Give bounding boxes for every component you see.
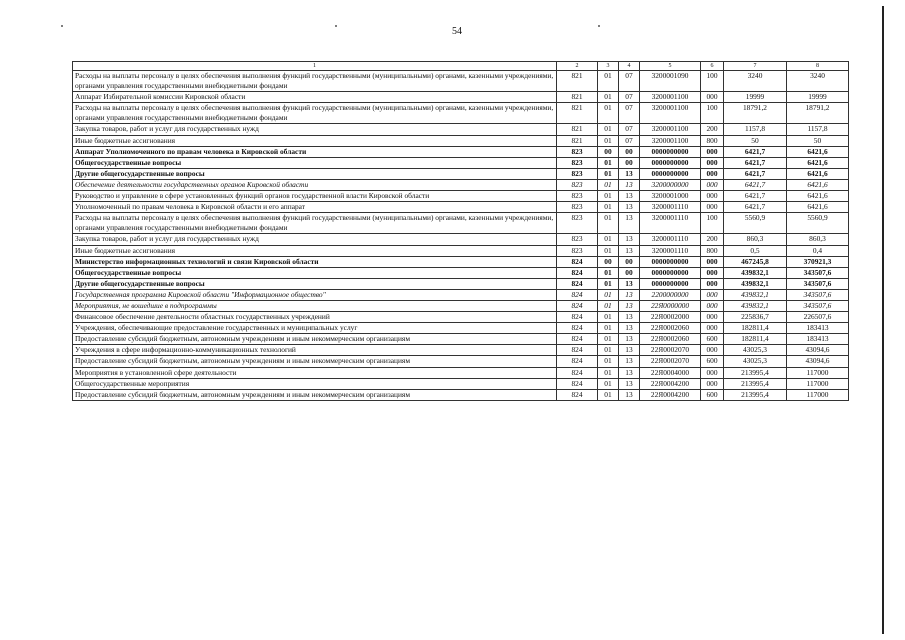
grbs-cell: 823 (557, 168, 598, 179)
section-cell: 01 (598, 234, 619, 245)
target-item-cell: 3200001100 (640, 124, 701, 135)
grbs-cell: 824 (557, 356, 598, 367)
header-cell: 2 (557, 62, 598, 71)
section-cell: 01 (598, 124, 619, 135)
sum-cell: 18791,2 (724, 103, 787, 124)
expense-type-cell: 800 (701, 245, 724, 256)
sum-cell: 343507,6 (787, 300, 849, 311)
grbs-cell: 821 (557, 135, 598, 146)
expense-type-cell: 000 (701, 267, 724, 278)
table-row (73, 356, 849, 367)
row-name-cell: Министерство информационных технологий и связи Кировской области (73, 256, 557, 267)
section-cell: 01 (598, 289, 619, 300)
row-name-cell: Мероприятия, не вошедшие в подпрограммы (73, 300, 557, 311)
table-row (73, 157, 849, 168)
expense-type-cell: 000 (701, 300, 724, 311)
sum-cell: 213995,4 (724, 378, 787, 389)
grbs-cell: 823 (557, 146, 598, 157)
sum-cell: 3240 (724, 71, 787, 92)
sum-cell: 183413 (787, 334, 849, 345)
sum-cell: 43094,6 (787, 345, 849, 356)
expense-type-cell: 100 (701, 103, 724, 124)
section-cell: 01 (598, 334, 619, 345)
target-item-cell: 0000000000 (640, 168, 701, 179)
header-cell: 5 (640, 62, 701, 71)
header-cell: 3 (598, 62, 619, 71)
table-row (73, 289, 849, 300)
expense-type-cell: 000 (701, 289, 724, 300)
header-cell: 7 (724, 62, 787, 71)
grbs-cell: 824 (557, 345, 598, 356)
target-item-cell: 3200001110 (640, 245, 701, 256)
section-cell: 01 (598, 168, 619, 179)
expense-type-cell: 000 (701, 312, 724, 323)
table-row (73, 135, 849, 146)
grbs-cell: 824 (557, 278, 598, 289)
header-cell: 6 (701, 62, 724, 71)
section-cell: 01 (598, 245, 619, 256)
sum-cell: 6421,7 (724, 157, 787, 168)
grbs-cell: 824 (557, 300, 598, 311)
table-row (73, 267, 849, 278)
row-name-cell: Уполномоченный по правам человека в Кировской области и его аппарат (73, 202, 557, 213)
scan-speck (335, 25, 337, 27)
sum-cell: 0,4 (787, 245, 849, 256)
scan-speck (61, 25, 63, 27)
section-cell: 01 (598, 300, 619, 311)
target-item-cell: 22Я0000000 (640, 300, 701, 311)
grbs-cell: 823 (557, 234, 598, 245)
target-item-cell: 3200001100 (640, 92, 701, 103)
grbs-cell: 824 (557, 334, 598, 345)
sum-cell: 860,3 (724, 234, 787, 245)
table-row (73, 202, 849, 213)
row-name-cell: Закупка товаров, работ и услуг для государственных нужд (73, 124, 557, 135)
target-item-cell: 3200001000 (640, 191, 701, 202)
table-row (73, 245, 849, 256)
scan-edge-line (882, 6, 884, 634)
row-name-cell: Другие общегосударственные вопросы (73, 278, 557, 289)
sum-cell: 6421,7 (724, 202, 787, 213)
target-item-cell: 0000000000 (640, 267, 701, 278)
table-row (73, 367, 849, 378)
section-cell: 01 (598, 92, 619, 103)
table-row (73, 278, 849, 289)
table-row (73, 179, 849, 190)
table-row (73, 345, 849, 356)
subsection-cell: 13 (619, 356, 640, 367)
table-body (73, 62, 849, 401)
section-cell: 01 (598, 267, 619, 278)
target-item-cell: 3200001110 (640, 234, 701, 245)
row-name-cell: Обеспечение деятельности государственных органов Кировской области (73, 179, 557, 190)
sum-cell: 3240 (787, 71, 849, 92)
row-name-cell: Предоставление субсидий бюджетным, автономным учреждениям и иным некоммерческим организациям (73, 356, 557, 367)
section-cell: 00 (598, 256, 619, 267)
sum-cell: 6421,7 (724, 191, 787, 202)
page-number: 54 (452, 26, 462, 37)
sum-cell: 43094,6 (787, 356, 849, 367)
subsection-cell: 13 (619, 202, 640, 213)
table-row (73, 146, 849, 157)
expense-type-cell: 200 (701, 234, 724, 245)
sum-cell: 6421,6 (787, 146, 849, 157)
subsection-cell: 13 (619, 168, 640, 179)
expense-type-cell: 100 (701, 71, 724, 92)
table-row (73, 124, 849, 135)
scan-speck (598, 25, 600, 27)
section-cell: 01 (598, 191, 619, 202)
target-item-cell: 0000000000 (640, 256, 701, 267)
subsection-cell: 13 (619, 300, 640, 311)
table-row (73, 92, 849, 103)
row-name-cell: Предоставление субсидий бюджетным, автономным учреждениям и иным некоммерческим организациям (73, 334, 557, 345)
sum-cell: 182811,4 (724, 323, 787, 334)
expense-type-cell: 000 (701, 168, 724, 179)
subsection-cell: 00 (619, 256, 640, 267)
grbs-cell: 824 (557, 289, 598, 300)
subsection-cell: 00 (619, 157, 640, 168)
target-item-cell: 22Я0004200 (640, 389, 701, 400)
sum-cell: 6421,7 (724, 168, 787, 179)
subsection-cell: 07 (619, 71, 640, 92)
target-item-cell: 22Я0002060 (640, 334, 701, 345)
grbs-cell: 824 (557, 323, 598, 334)
subsection-cell: 07 (619, 124, 640, 135)
section-cell: 01 (598, 103, 619, 124)
subsection-cell: 13 (619, 323, 640, 334)
subsection-cell: 13 (619, 312, 640, 323)
table-row (73, 256, 849, 267)
expense-type-cell: 000 (701, 278, 724, 289)
table-row (73, 234, 849, 245)
target-item-cell: 3200001090 (640, 71, 701, 92)
grbs-cell: 824 (557, 312, 598, 323)
grbs-cell: 824 (557, 256, 598, 267)
row-name-cell: Аппарат Избирательной комиссии Кировской области (73, 92, 557, 103)
sum-cell: 439832,1 (724, 289, 787, 300)
subsection-cell: 13 (619, 278, 640, 289)
sum-cell: 182811,4 (724, 334, 787, 345)
grbs-cell: 823 (557, 245, 598, 256)
row-name-cell: Общегосударственные мероприятия (73, 378, 557, 389)
target-item-cell: 3200001110 (640, 213, 701, 234)
row-name-cell: Общегосударственные вопросы (73, 267, 557, 278)
target-item-cell: 0000000000 (640, 278, 701, 289)
section-cell: 01 (598, 389, 619, 400)
section-cell: 01 (598, 135, 619, 146)
sum-cell: 213995,4 (724, 389, 787, 400)
grbs-cell: 824 (557, 267, 598, 278)
sum-cell: 6421,6 (787, 202, 849, 213)
expense-type-cell: 000 (701, 157, 724, 168)
target-item-cell: 22Я0002060 (640, 323, 701, 334)
subsection-cell: 13 (619, 378, 640, 389)
row-name-cell: Финансовое обеспечение деятельности областных государственных учреждений (73, 312, 557, 323)
sum-cell: 226507,6 (787, 312, 849, 323)
expense-type-cell: 000 (701, 367, 724, 378)
expense-type-cell: 000 (701, 202, 724, 213)
row-name-cell: Расходы на выплаты персоналу в целях обеспечения выполнения функций государственными (муниципальными) органами, казенными учреждениями, органами управления государственными внебюджетными фондами (73, 213, 557, 234)
section-cell: 01 (598, 345, 619, 356)
sum-cell: 1157,8 (724, 124, 787, 135)
sum-cell: 50 (724, 135, 787, 146)
row-name-cell: Иные бюджетные ассигнования (73, 245, 557, 256)
sum-cell: 467245,8 (724, 256, 787, 267)
subsection-cell: 13 (619, 389, 640, 400)
subsection-cell: 13 (619, 367, 640, 378)
subsection-cell: 13 (619, 234, 640, 245)
subsection-cell: 13 (619, 245, 640, 256)
subsection-cell: 13 (619, 213, 640, 234)
sum-cell: 370921,3 (787, 256, 849, 267)
section-cell: 01 (598, 312, 619, 323)
target-item-cell: 0000000000 (640, 157, 701, 168)
target-item-cell: 3200000000 (640, 179, 701, 190)
sum-cell: 225836,7 (724, 312, 787, 323)
expense-type-cell: 000 (701, 146, 724, 157)
grbs-cell: 821 (557, 103, 598, 124)
section-cell: 01 (598, 213, 619, 234)
sum-cell: 1157,8 (787, 124, 849, 135)
grbs-cell: 824 (557, 378, 598, 389)
target-item-cell: 3200001100 (640, 135, 701, 146)
table-row (73, 323, 849, 334)
grbs-cell: 821 (557, 124, 598, 135)
section-cell: 01 (598, 367, 619, 378)
target-item-cell: 22Я0004000 (640, 367, 701, 378)
sum-cell: 6421,6 (787, 191, 849, 202)
subsection-cell: 13 (619, 334, 640, 345)
sum-cell: 5560,9 (787, 213, 849, 234)
header-cell: 8 (787, 62, 849, 71)
sum-cell: 19999 (787, 92, 849, 103)
expense-type-cell: 000 (701, 323, 724, 334)
row-name-cell: Предоставление субсидий бюджетным, автономным учреждениям и иным некоммерческим организациям (73, 389, 557, 400)
section-cell: 01 (598, 378, 619, 389)
target-item-cell: 22Я0002070 (640, 356, 701, 367)
subsection-cell: 13 (619, 179, 640, 190)
subsection-cell: 00 (619, 267, 640, 278)
sum-cell: 18791,2 (787, 103, 849, 124)
row-name-cell: Общегосударственные вопросы (73, 157, 557, 168)
target-item-cell: 3200001110 (640, 202, 701, 213)
target-item-cell: 22Я0002000 (640, 312, 701, 323)
target-item-cell: 22Я0004200 (640, 378, 701, 389)
grbs-cell: 824 (557, 389, 598, 400)
subsection-cell: 07 (619, 103, 640, 124)
subsection-cell: 13 (619, 191, 640, 202)
grbs-cell: 823 (557, 157, 598, 168)
sum-cell: 6421,6 (787, 168, 849, 179)
grbs-cell: 823 (557, 202, 598, 213)
subsection-cell: 07 (619, 92, 640, 103)
table-row (73, 334, 849, 345)
sum-cell: 183413 (787, 323, 849, 334)
sum-cell: 439832,1 (724, 300, 787, 311)
subsection-cell: 07 (619, 135, 640, 146)
table-row (73, 71, 849, 92)
table-row (73, 191, 849, 202)
expense-type-cell: 000 (701, 179, 724, 190)
expense-type-cell: 600 (701, 356, 724, 367)
sum-cell: 117000 (787, 389, 849, 400)
section-cell: 01 (598, 356, 619, 367)
table-row (73, 378, 849, 389)
row-name-cell: Государственная программа Кировской области "Информационное общество" (73, 289, 557, 300)
expense-type-cell: 600 (701, 389, 724, 400)
row-name-cell: Расходы на выплаты персоналу в целях обеспечения выполнения функций государственными (муниципальными) органами, казенными учреждениями, органами управления государственными внебюджетными фондами (73, 71, 557, 92)
sum-cell: 117000 (787, 367, 849, 378)
subsection-cell: 13 (619, 289, 640, 300)
expense-type-cell: 600 (701, 334, 724, 345)
grbs-cell: 823 (557, 213, 598, 234)
section-cell: 01 (598, 323, 619, 334)
sum-cell: 117000 (787, 378, 849, 389)
expense-type-cell: 000 (701, 191, 724, 202)
sum-cell: 6421,6 (787, 157, 849, 168)
grbs-cell: 823 (557, 179, 598, 190)
sum-cell: 19999 (724, 92, 787, 103)
expense-type-cell: 000 (701, 378, 724, 389)
row-name-cell: Руководство и управление в сфере установленных функций органов государственной власти Кировской области (73, 191, 557, 202)
target-item-cell: 3200001100 (640, 103, 701, 124)
sum-cell: 6421,7 (724, 146, 787, 157)
expense-type-cell: 000 (701, 256, 724, 267)
row-name-cell: Мероприятия в установленной сфере деятельности (73, 367, 557, 378)
subsection-cell: 13 (619, 345, 640, 356)
sum-cell: 43025,3 (724, 356, 787, 367)
sum-cell: 6421,7 (724, 179, 787, 190)
header-cell: 4 (619, 62, 640, 71)
grbs-cell: 824 (557, 367, 598, 378)
expense-type-cell: 000 (701, 92, 724, 103)
sum-cell: 343507,6 (787, 267, 849, 278)
sum-cell: 213995,4 (724, 367, 787, 378)
row-name-cell: Иные бюджетные ассигнования (73, 135, 557, 146)
table-row (73, 312, 849, 323)
table-row (73, 103, 849, 124)
section-cell: 01 (598, 157, 619, 168)
grbs-cell: 821 (557, 71, 598, 92)
target-item-cell: 0000000000 (640, 146, 701, 157)
section-cell: 00 (598, 146, 619, 157)
sum-cell: 5560,9 (724, 213, 787, 234)
row-name-cell: Другие общегосударственные вопросы (73, 168, 557, 179)
row-name-cell: Расходы на выплаты персоналу в целях обеспечения выполнения функций государственными (муниципальными) органами, казенными учреждениями, органами управления государственными внебюджетными фондами (73, 103, 557, 124)
sum-cell: 439832,1 (724, 278, 787, 289)
sum-cell: 343507,6 (787, 278, 849, 289)
sum-cell: 0,5 (724, 245, 787, 256)
section-cell: 01 (598, 71, 619, 92)
grbs-cell: 821 (557, 92, 598, 103)
expense-type-cell: 200 (701, 124, 724, 135)
table-row (73, 389, 849, 400)
table-row (73, 168, 849, 179)
table-row (73, 300, 849, 311)
sum-cell: 43025,3 (724, 345, 787, 356)
column-number-row (73, 62, 849, 71)
budget-table (72, 61, 849, 401)
expense-type-cell: 800 (701, 135, 724, 146)
grbs-cell: 823 (557, 191, 598, 202)
expense-type-cell: 100 (701, 213, 724, 234)
sum-cell: 860,3 (787, 234, 849, 245)
expense-type-cell: 000 (701, 345, 724, 356)
row-name-cell: Учреждения в сфере информационно-коммуникационных технологий (73, 345, 557, 356)
target-item-cell: 2200000000 (640, 289, 701, 300)
row-name-cell: Закупка товаров, работ и услуг для государственных нужд (73, 234, 557, 245)
sum-cell: 6421,6 (787, 179, 849, 190)
section-cell: 01 (598, 202, 619, 213)
section-cell: 01 (598, 179, 619, 190)
sum-cell: 50 (787, 135, 849, 146)
section-cell: 01 (598, 278, 619, 289)
target-item-cell: 22Я0002070 (640, 345, 701, 356)
header-cell: 1 (73, 62, 557, 71)
subsection-cell: 00 (619, 146, 640, 157)
row-name-cell: Учреждения, обеспечивающие предоставление государственных и муниципальных услуг (73, 323, 557, 334)
row-name-cell: Аппарат Уполномоченного по правам человека в Кировской области (73, 146, 557, 157)
table-row (73, 213, 849, 234)
sum-cell: 343507,6 (787, 289, 849, 300)
sum-cell: 439832,1 (724, 267, 787, 278)
